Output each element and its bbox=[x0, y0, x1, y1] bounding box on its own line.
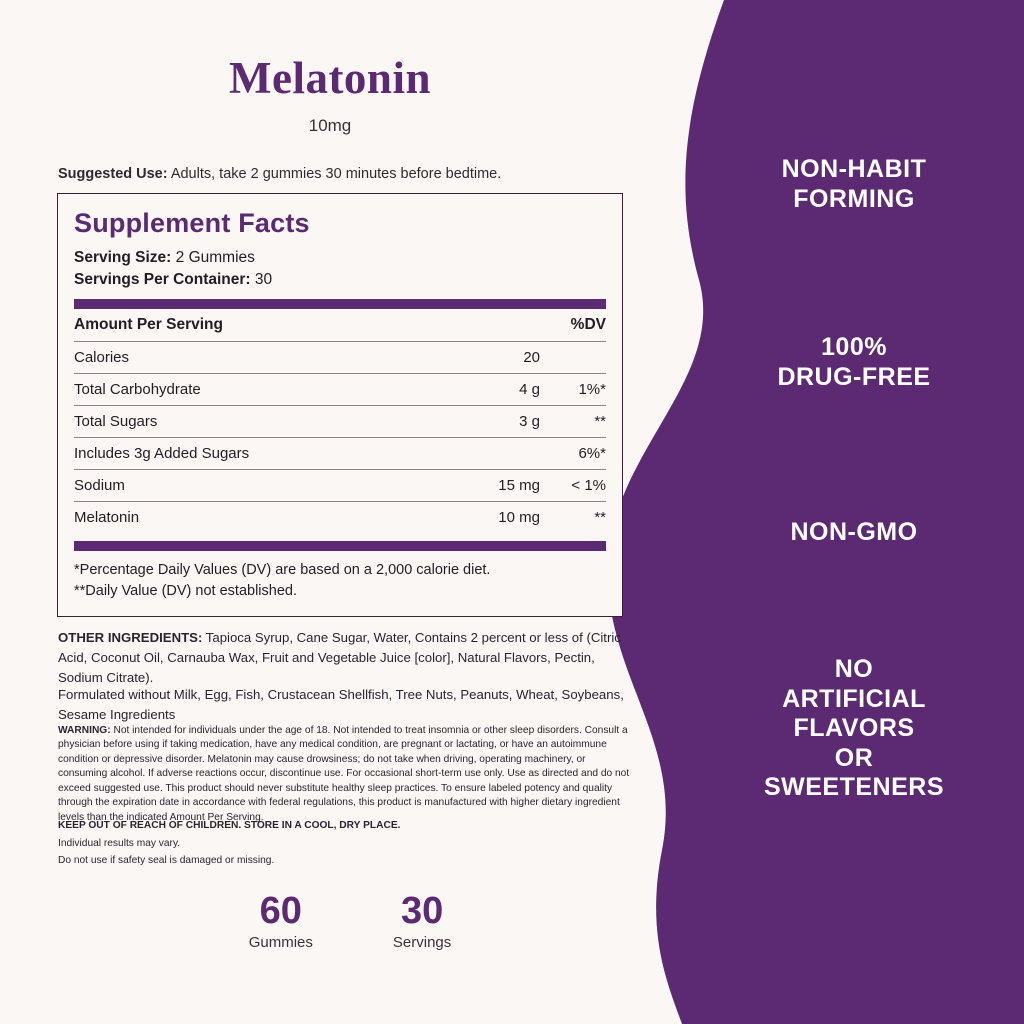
claims-list bbox=[684, 0, 1024, 1024]
nutrient-dv: < 1% bbox=[540, 470, 606, 502]
claim-line: SWEETENERS bbox=[763, 773, 945, 801]
warning-body: Not intended for individuals under the age of 18. Not intended to treat insomnia or other sleep disorders. Consult a physician before using if taking medication, have any medical condition, are pregnant or lactating, or have an autoimmune condition or depressive disorder. Melatonin may cause drowsiness; do not take when driving, operating machinery, or consuming alcohol. If adverse reactions occur, discontinue use. For occasional short-term use only. Use as directed and do not exceed suggested use. This product should never substitute healthy sleep practices. To ensure labeled potency and quality through the expiration date in accordance with federal regulations, this product is manufactured with higher dietary ingredient levels than the indicated Amount Per Serving. bbox=[58, 725, 630, 823]
serving-size-value: 2 Gummies bbox=[171, 249, 255, 266]
table-header-row bbox=[74, 309, 606, 342]
supplement-facts-panel bbox=[57, 193, 623, 617]
table-row bbox=[74, 502, 606, 534]
keep-out-of-reach: KEEP OUT OF REACH OF CHILDREN. STORE IN A COOL, DRY PLACE. bbox=[58, 820, 401, 831]
nutrient-dv bbox=[540, 342, 606, 374]
divider-thick-bottom bbox=[74, 541, 606, 551]
other-ingredients-label: OTHER INGREDIENTS: bbox=[58, 630, 203, 645]
stat-gummies bbox=[249, 892, 313, 951]
claim-non-gmo bbox=[684, 518, 1024, 548]
other-ingredients-text: Tapioca Syrup, Cane Sugar, Water, Contains 2 percent or less of (Citric Acid, Coconut Oil, Carnauba Wax, Fruit and Vegetable Juice [color], Natural Flavors, Pectin, Sodium Citrate). bbox=[58, 630, 621, 685]
table-row bbox=[74, 374, 606, 406]
nutrient-amount: 4 g bbox=[390, 374, 540, 406]
serving-size-line bbox=[74, 247, 606, 269]
claim-line: NON-GMO bbox=[790, 518, 918, 546]
nutrient-dv: 6%* bbox=[540, 438, 606, 470]
stat-servings bbox=[393, 892, 451, 951]
bottom-stats bbox=[150, 892, 550, 951]
header-amount-per-serving: Amount Per Serving bbox=[74, 309, 390, 342]
nutrient-name: Includes 3g Added Sugars bbox=[74, 438, 390, 470]
nutrient-name: Calories bbox=[74, 342, 390, 374]
stat-number: 60 bbox=[259, 890, 302, 932]
product-dose: 10mg bbox=[308, 116, 352, 135]
supplement-facts-title: Supplement Facts bbox=[74, 208, 310, 238]
claim-line: NON-HABIT bbox=[781, 155, 927, 183]
claim-no-artificial bbox=[684, 655, 1024, 803]
stat-number: 30 bbox=[400, 890, 444, 932]
claim-line: 100% bbox=[821, 333, 887, 361]
nutrition-table bbox=[74, 309, 606, 533]
warning-text bbox=[58, 724, 636, 825]
stat-label: Servings bbox=[392, 933, 452, 951]
nutrient-dv: ** bbox=[594, 509, 606, 526]
table-row bbox=[74, 470, 606, 502]
claim-line: FLAVORS bbox=[793, 714, 915, 742]
nutrient-name: Total Carbohydrate bbox=[74, 374, 390, 406]
formulated-without: Formulated without Milk, Egg, Fish, Crustacean Shellfish, Tree Nuts, Peanuts, Wheat, Soybeans, Sesame Ingredients bbox=[58, 687, 624, 722]
nutrient-amount: 3 g bbox=[390, 406, 540, 438]
claim-drug-free bbox=[684, 333, 1024, 392]
claim-line: OR bbox=[834, 743, 874, 772]
table-row bbox=[74, 342, 606, 374]
other-ingredients bbox=[58, 628, 636, 687]
warning-label: WARNING: bbox=[58, 725, 111, 736]
suggested-use-text: Adults, take 2 gummies 30 minutes before bedtime. bbox=[167, 166, 502, 182]
header-percent-dv: %DV bbox=[540, 309, 606, 342]
nutrient-amount: 10 mg bbox=[498, 509, 540, 526]
nutrient-name: Sodium bbox=[74, 470, 390, 502]
servings-per-container-line bbox=[74, 269, 606, 291]
header-spacer bbox=[390, 309, 540, 342]
stat-label: Gummies bbox=[248, 933, 313, 951]
servings-per-container-label: Servings Per Container: bbox=[74, 271, 251, 288]
nutrient-name: Melatonin bbox=[74, 509, 140, 526]
suggested-use bbox=[58, 166, 633, 182]
nutrient-dv: 1%* bbox=[540, 374, 606, 406]
serving-size-label: Serving Size: bbox=[74, 249, 172, 266]
suggested-use-label: Suggested Use: bbox=[58, 166, 168, 182]
nutrient-amount: 15 mg bbox=[390, 470, 540, 502]
footnote-daily-values: *Percentage Daily Values (DV) are based on a 2,000 calorie diet. bbox=[74, 562, 491, 578]
claim-non-habit-forming bbox=[684, 155, 1024, 214]
table-row bbox=[74, 406, 606, 438]
servings-per-container-value: 30 bbox=[250, 271, 273, 288]
claim-line: DRUG-FREE bbox=[777, 362, 931, 391]
product-title: Melatonin bbox=[229, 53, 431, 103]
claim-line: FORMING bbox=[793, 184, 915, 213]
nutrient-name: Total Sugars bbox=[74, 406, 390, 438]
nutrient-amount: 20 bbox=[390, 342, 540, 374]
footnote-dv-not-established: **Daily Value (DV) not established. bbox=[74, 583, 297, 600]
claim-line: NO bbox=[834, 655, 874, 683]
nutrient-amount bbox=[390, 438, 540, 470]
divider-thick-top bbox=[74, 299, 606, 309]
claim-line: ARTIFICIAL bbox=[782, 684, 926, 713]
footnotes bbox=[74, 551, 606, 602]
nutrient-dv: ** bbox=[540, 406, 606, 438]
safety-seal-note: Do not use if safety seal is damaged or missing. bbox=[58, 855, 275, 866]
table-row bbox=[74, 438, 606, 470]
individual-results: Individual results may vary. bbox=[58, 838, 181, 849]
